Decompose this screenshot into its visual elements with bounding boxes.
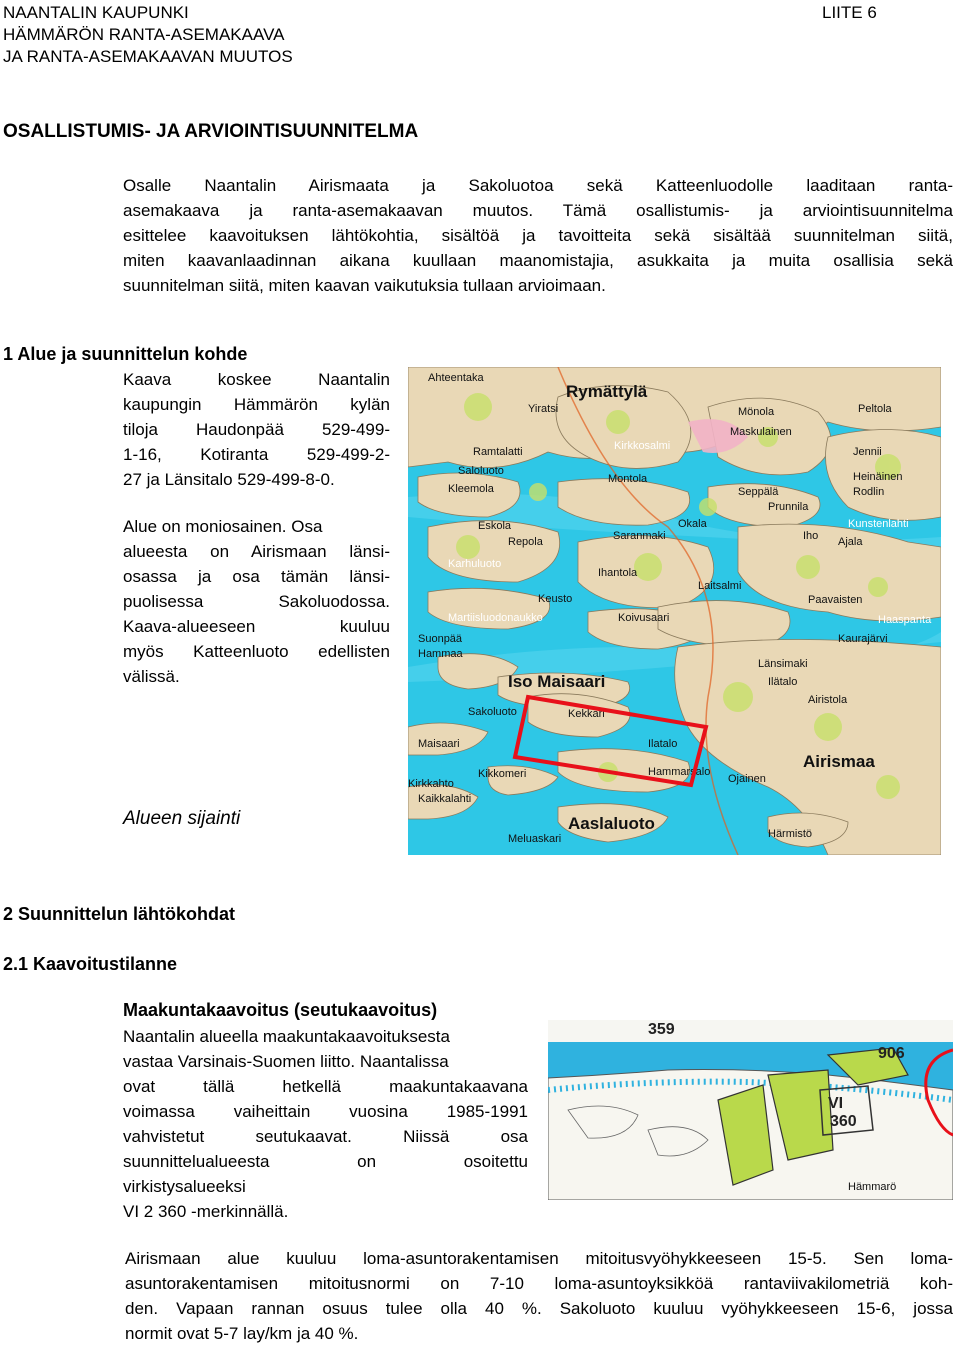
map-label: Kaurajärvi <box>838 633 888 645</box>
map-label: VI <box>828 1095 844 1112</box>
section-2-1-heading: 2.1 Kaavoitustilanne <box>3 954 178 974</box>
map-label: Kaikkalahti <box>418 793 472 805</box>
section-1-line: Alue on moniosainen. Osa <box>123 517 323 536</box>
map-label: Haaspanta <box>878 614 932 626</box>
section-1-line: kaupungin Hämmärön kylän <box>123 395 390 414</box>
zoning-line: Airismaan alue kuuluu loma-asuntorakentamisen mitoitusvyöhykkeeseen 15-5. Sen loma- <box>125 1249 953 1268</box>
map-label: Mönola <box>738 406 775 418</box>
map-label: Ihantola <box>598 567 638 579</box>
map-label: Laitsalmi <box>698 580 742 592</box>
section-1-line: tiloja Haudonpää 529-499- <box>123 420 390 439</box>
map-label: Okala <box>678 518 707 530</box>
section-1-line: välissä. <box>123 667 180 686</box>
map-label: Peltola <box>858 403 892 415</box>
map-caption: Alueen sijainti <box>123 808 241 829</box>
map-label: Karhuluoto <box>448 558 502 570</box>
intro-line: Osalle Naantalin Airismaata ja Sakoluotoa sekä Katteenluodolle laaditaan ranta- <box>123 176 953 195</box>
regional-plan-line: suunnittelualueesta on osoitettu <box>123 1152 528 1171</box>
regional-plan-line: vahvistetut seutukaavat. Niissä osa <box>123 1127 528 1146</box>
regional-plan-line: virkistysalueeksi <box>123 1177 246 1196</box>
map-label: Martiisluodonaukko <box>448 612 543 624</box>
location-map <box>408 367 941 855</box>
map-label: Hammarsalo <box>648 766 711 778</box>
map-label: Kirkkosalmi <box>614 440 671 452</box>
map-label: Rodlin <box>853 486 885 498</box>
zoning-paragraph <box>125 1246 953 1346</box>
map-label: Ramtalatti <box>473 446 523 458</box>
map-label: Eskola <box>478 520 512 532</box>
map-label: Ilatalo <box>648 738 678 750</box>
map-label: Sakoluoto <box>468 706 517 718</box>
map-label: Aaslaluoto <box>568 814 655 833</box>
header-plan-title: HÄMMÄRÖN RANTA-ASEMAKAAVA <box>3 25 285 44</box>
regional-plan-line: ovat tällä hetkellä maakuntakaavana <box>123 1077 528 1096</box>
map-label: Kunstenlahti <box>848 518 909 530</box>
map-label: Kikkomeri <box>478 768 527 780</box>
map-number: 906 <box>878 1045 905 1062</box>
section-1-line: 27 ja Länsitalo 529-499-8-0. <box>123 470 335 489</box>
intro-line: asemakaava ja ranta-asemakaavan muutos. Tämä osallistumis- ja arviointisuunnitelma <box>123 201 953 220</box>
zoning-line: den. Vapaan rannan osuus tulee olla 40 %. Sakoluoto kuuluu vyöhykkeeseen 15-6, jossa <box>125 1299 953 1318</box>
map-label: Meluaskari <box>508 833 562 845</box>
map-label: Kekkari <box>568 708 605 720</box>
zoning-line: normit ovat 5-7 lay/km ja 40 %. <box>125 1324 359 1343</box>
zoning-line: asuntorakentamisen mitoitusnormi on 7-10 loma-asuntoyksikköä rantaviivakilometriä koh- <box>125 1274 953 1293</box>
map-label: Jennii <box>853 446 882 458</box>
header-city: NAANTALIN KAUPUNKI <box>3 3 189 22</box>
map-label: Länsimaki <box>758 658 808 670</box>
intro-line: suunnitelman siitä, miten kaavan vaikutuksia tullaan arvioimaan. <box>123 276 606 295</box>
map-label: Airistola <box>808 694 848 706</box>
map-label: Iho <box>803 530 819 542</box>
intro-line: esittelee kaavoituksen lähtökohtia, sisältöä ja tavoitteita sekä sisältää suunnitelman siitä, <box>123 226 953 245</box>
map-label: Iso Maisaari <box>508 672 606 691</box>
map-label: Hammaa <box>418 648 463 660</box>
section-1-paragraph-2 <box>123 514 390 689</box>
map-label: Maisaari <box>418 738 460 750</box>
map-label: Ahteentaka <box>428 372 484 384</box>
regional-plan-line: voimassa vaiheittain vuosina 1985-1991 <box>123 1102 528 1121</box>
section-1-line: alueesta on Airismaan länsi- <box>123 542 390 561</box>
header-appendix: LIITE 6 <box>822 3 877 22</box>
map-label: Seppälä <box>738 486 779 498</box>
section-1-heading: 1 Alue ja suunnittelun kohde <box>3 344 248 364</box>
map-label: Heinäinen <box>853 471 903 483</box>
section-1-line: puolisessa Sakoluodossa. <box>123 592 390 611</box>
map-label: Paavaisten <box>808 594 863 606</box>
header-plan-subtitle: JA RANTA-ASEMAKAAVAN MUUTOS <box>3 47 293 66</box>
map-label: Airismaa <box>803 752 875 771</box>
section-1-paragraph-1 <box>123 367 390 492</box>
map-label: Saranmaki <box>613 530 666 542</box>
map-label: Ajala <box>838 536 863 548</box>
map-label: Montola <box>608 473 648 485</box>
map-label: Saloluoto <box>458 465 504 477</box>
map-label: Repola <box>508 536 543 548</box>
regional-plan-map <box>548 1020 953 1200</box>
map-label: Ilätalo <box>768 676 798 688</box>
regional-plan-line: vastaa Varsinais-Suomen liitto. Naantalissa <box>123 1052 449 1071</box>
map-label: Härmistö <box>768 828 813 840</box>
intro-paragraph <box>123 173 953 298</box>
section-2-heading: 2 Suunnittelun lähtökohdat <box>3 904 235 924</box>
section-1-line: myös Katteenluoto edellisten <box>123 642 390 661</box>
map-label: Maskulainen <box>730 426 792 438</box>
regional-plan-line: Naantalin alueella maakuntakaavoituksesta <box>123 1027 450 1046</box>
map-label: Kleemola <box>448 483 494 495</box>
section-1-line: Kaava-alueeseen kuuluu <box>123 617 390 636</box>
map-number: 359 <box>648 1021 675 1038</box>
map-label: Koivusaari <box>618 612 670 624</box>
map-label: Suonpää <box>418 633 463 645</box>
regional-plan-paragraph <box>123 1024 528 1224</box>
section-1-line: Kaava koskee Naantalin <box>123 370 390 389</box>
map-label: Rymättylä <box>566 382 648 401</box>
intro-line: miten kaavanlaadinnan aikana kuullaan maanomistajia, asukkaita ja muita osallisia sekä <box>123 251 953 270</box>
map-number: 360 <box>830 1113 857 1130</box>
map-label: Keusto <box>538 593 573 605</box>
section-1-line: osassa ja osa tämän länsi- <box>123 567 390 586</box>
regional-plan-line: VI 2 360 -merkinnällä. <box>123 1202 289 1221</box>
regional-plan-subtitle: Maakuntakaavoitus (seutukaavoitus) <box>123 1000 438 1020</box>
map-label: Prunnila <box>768 501 809 513</box>
map-label: Yiratsi <box>528 403 559 415</box>
document-title: OSALLISTUMIS- JA ARVIOINTISUUNNITELMA <box>3 121 419 142</box>
map-label: Hämmarö <box>848 1181 897 1193</box>
map-label: Kirkkahto <box>408 778 454 790</box>
section-1-line: 1-16, Kotiranta 529-499-2- <box>123 445 390 464</box>
map-label: Ojainen <box>728 773 766 785</box>
